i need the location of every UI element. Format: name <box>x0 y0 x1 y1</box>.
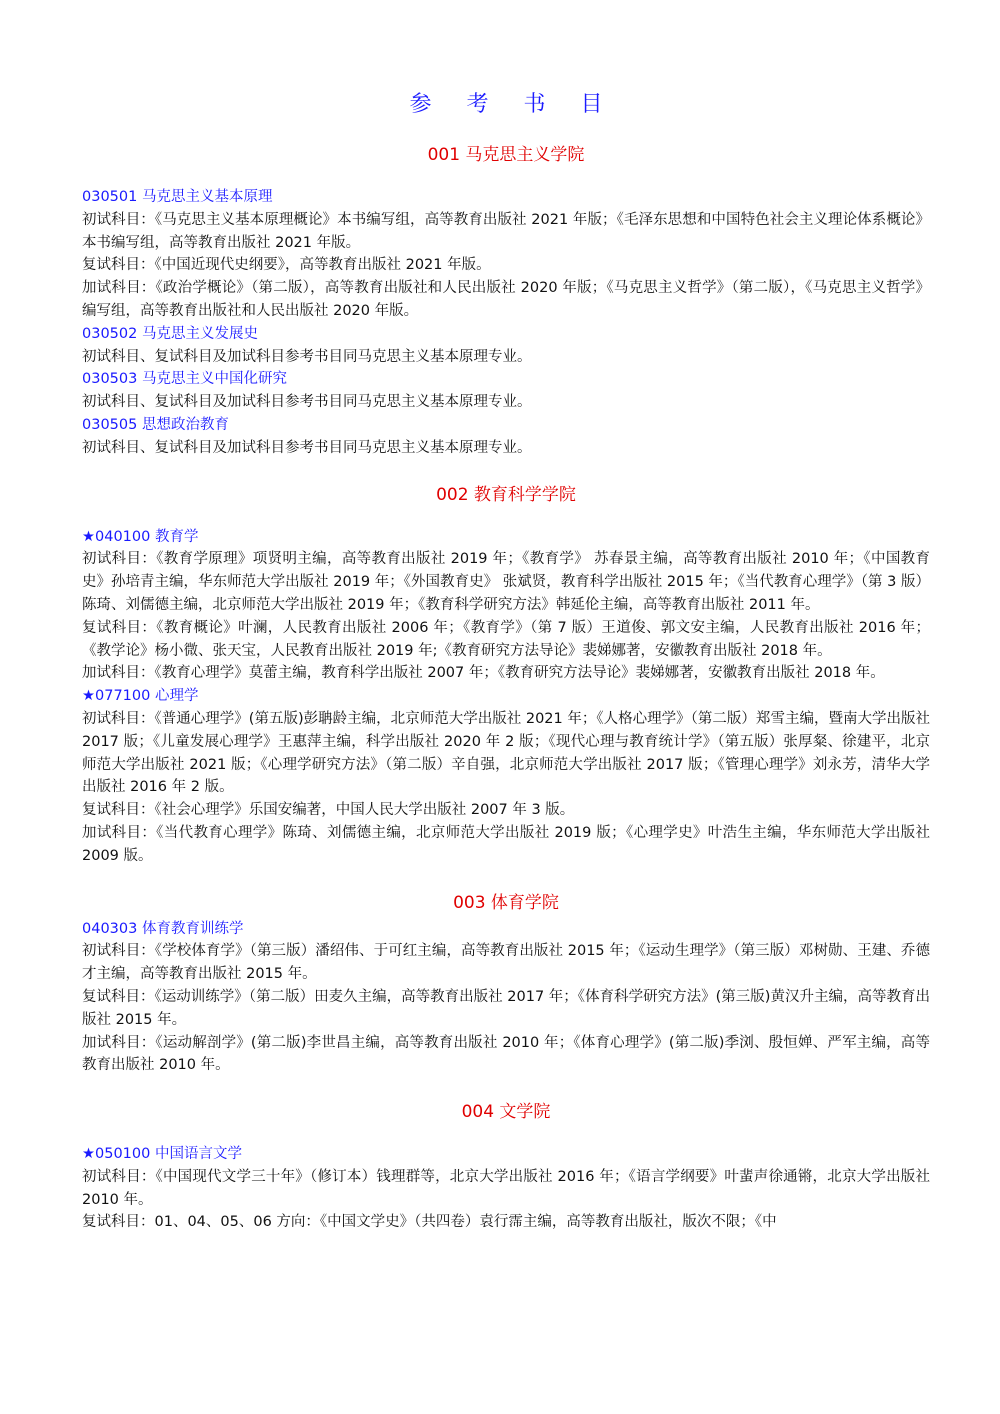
paragraph: 初试科目：《中国现代文学三十年》（修订本）钱理群等，北京大学出版社 2016 年；《语言学纲要》叶蜚声徐通锵，北京大学出版社 2010 年。 <box>82 1168 930 1208</box>
paragraph: 加试科目：《运动解剖学》(第二版)李世昌主编，高等教育出版社 2010 年；《体育心理学》(第二版)季浏、殷恒婵、严军主编，高等教育出版社 2010 年。 <box>82 1034 930 1074</box>
major-heading: 030503 马克思主义中国化研究 <box>82 371 287 388</box>
paragraph: 加试科目：《教育心理学》莫蕾主编，教育科学出版社 2007 年；《教育研究方法导论》裴娣娜著，安徽教育出版社 2018 年。 <box>82 665 885 682</box>
paragraph: 复试科目：《运动训练学》（第二版）田麦久主编，高等教育出版社 2017 年；《体育科学研究方法》(第三版)黄汉升主编，高等教育出版社 2015 年。 <box>82 988 930 1028</box>
paragraph: 复试科目：01、04、05、06 方向：《中国文学史》（共四卷）袁行霈主编，高等教育出版社，版次不限；《中 <box>82 1214 777 1231</box>
paragraph: 初试科目：《普通心理学》(第五版)彭聃龄主编，北京师范大学出版社 2021 年；《人格心理学》（第二版）郑雪主编，暨南大学出版社 2017 版；《儿童发展心理学》王惠萍主编，科学出版社 2020 年 2 版；《现代心理与教育统计学》（第五版）张厚粲、徐建平，北京师范大学出版社 2021 版；《心理学研究方法》（第二版）辛自强，北京师范大学出版社 2017 版；《管理心理学》刘永芳，清华大学出版社 2016 年 2 版。 <box>82 710 930 796</box>
paragraph: 初试科目：《教育学原理》项贤明主编，高等教育出版社 2019 年；《教育学》 苏春景主编，高等教育出版社 2010 年；《中国教育史》孙培青主编，华东师范大学出版社 2019 年；《外国教育史》 张斌贤，教育科学出版社 2015 年；《当代教育心理学》（第 3 版）陈琦、刘儒德主编，北京师范大学出版社 2019 年；《教育科学研究方法》韩延伦主编，高等教育出版社 2011 年。 <box>82 551 930 613</box>
paragraph: 初试科目、复试科目及加试科目参考书目同马克思主义基本原理专业。 <box>82 348 532 365</box>
paragraph: 复试科目：《教育概论》叶澜，人民教育出版社 2006 年；《教育学》（第 7 版）王道俊、郭文安主编，人民教育出版社 2016 年；《教学论》杨小微、张天宝，人民教育出版社 2019 年;《教育研究方法导论》裴娣娜著，安徽教育出版社 2018 年。 <box>82 619 930 659</box>
document-page <box>82 88 930 1234</box>
college-heading: 004 文学院 <box>461 1102 551 1123</box>
paragraph: 加试科目：《政治学概论》（第二版），高等教育出版社和人民出版社 2020 年版；《马克思主义哲学》（第二版），《马克思主义哲学》编写组，高等教育出版社和人民出版社 2020 年版。 <box>82 280 930 319</box>
major-heading: 040303 体育教育训练学 <box>82 920 244 937</box>
paragraph: 初试科目：《马克思主义基本原理概论》本书编写组，高等教育出版社 2021 年版；《毛泽东思想和中国特色社会主义理论体系概论》本书编写组，高等教育出版社 2021 年版。 <box>82 211 930 251</box>
paragraph: 初试科目、复试科目及加试科目参考书目同马克思主义基本原理专业。 <box>82 394 532 411</box>
major-heading: ★040100 教育学 <box>82 528 199 545</box>
page-title: 参 考 书 目 <box>409 92 617 117</box>
college-heading: 002 教育科学学院 <box>436 484 576 505</box>
major-heading: ★050100 中国语言文学 <box>82 1146 242 1163</box>
major-heading: 030501 马克思主义基本原理 <box>82 189 273 205</box>
major-heading: ★077100 心理学 <box>82 688 199 705</box>
paragraph: 加试科目：《当代教育心理学》陈琦、刘儒德主编，北京师范大学出版社 2019 版；《心理学史》叶浩生主编，华东师范大学出版社 2009 版。 <box>82 824 930 864</box>
college-heading: 003 体育学院 <box>453 892 559 913</box>
major-heading: 030502 马克思主义发展史 <box>82 325 258 342</box>
paragraph: 初试科目：《学校体育学》（第三版）潘绍伟、于可红主编，高等教育出版社 2015 年；《运动生理学》（第三版）邓树勋、王建、乔德才主编，高等教育出版社 2015 年。 <box>82 943 930 983</box>
paragraph: 复试科目：《中国近现代史纲要》，高等教育出版社 2021 年版。 <box>82 257 491 274</box>
paragraph: 复试科目：《社会心理学》乐国安编著，中国人民大学出版社 2007 年 3 版。 <box>82 802 575 819</box>
college-heading: 001 马克思主义学院 <box>427 145 585 165</box>
paragraph: 初试科目、复试科目及加试科目参考书目同马克思主义基本原理专业。 <box>82 439 532 456</box>
major-heading: 030505 思想政治教育 <box>82 416 229 433</box>
